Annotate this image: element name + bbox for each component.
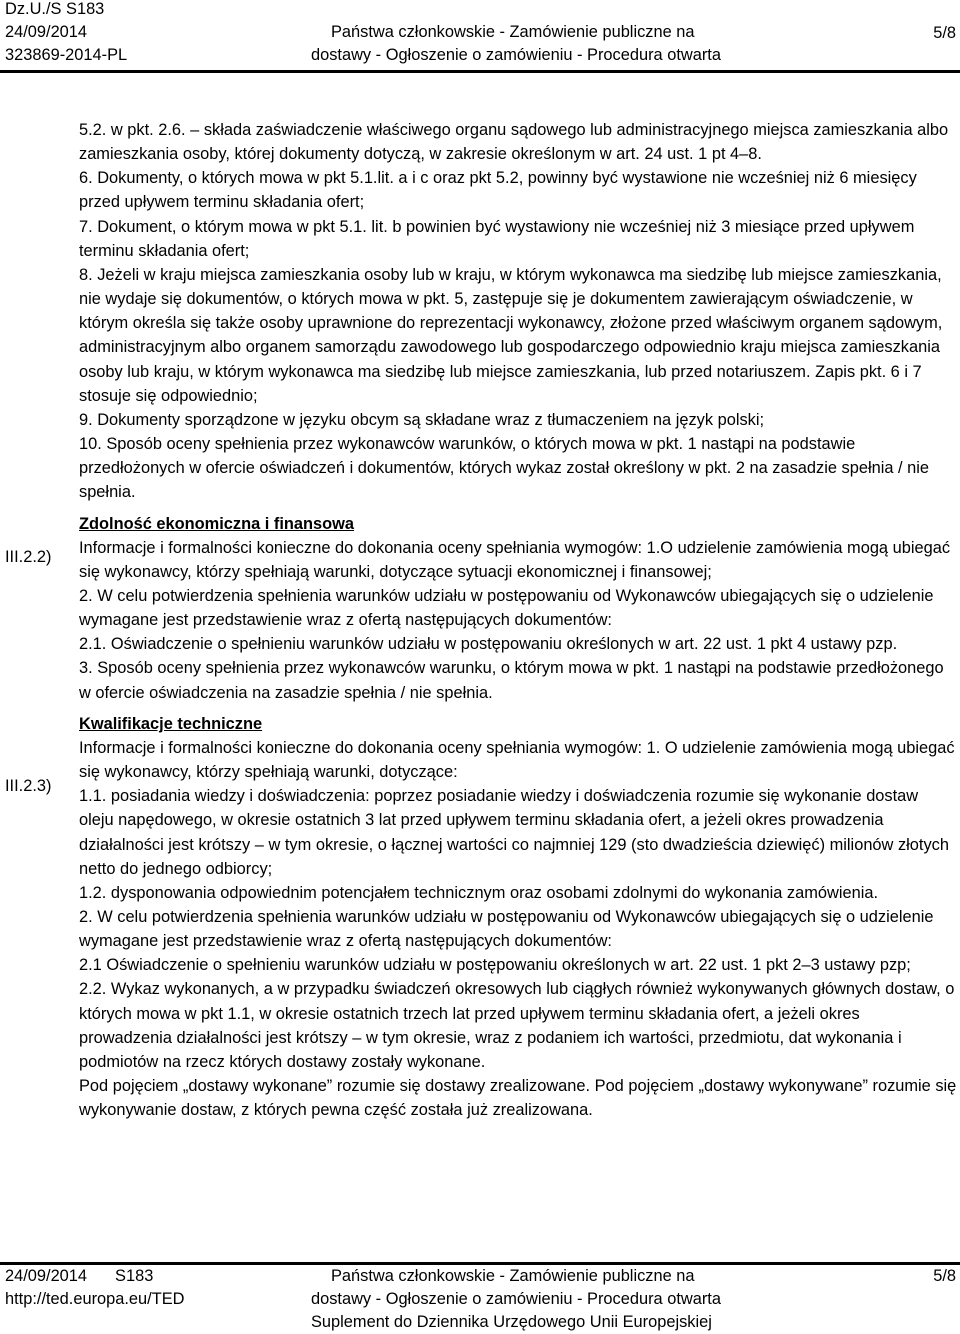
technical-paragraph-1: Informacje i formalności konieczne do dokonania oceny spełniania wymogów: 1. O udzielenie zamówienia mogą ubiegać się wykonawcy, którzy spełniają warunki, dotyczące:	[79, 738, 955, 782]
footer-title-line2: dostawy - Ogłoszenie o zamówieniu - Procedura otwarta	[311, 1290, 721, 1308]
technical-paragraph-5: 2.1 Oświadczenie o spełnieniu warunków udziału w postępowaniu określonych w art. 22 ust. 1 pkt 2–3 ustawy pzp;	[79, 956, 911, 975]
header-title-line1: Państwa członkowskie - Zamówienie publiczne na	[331, 23, 695, 41]
header-page-number: 5/8	[933, 24, 956, 42]
footer-url[interactable]: http://ted.europa.eu/TED	[5, 1290, 185, 1308]
intro-paragraph-5: 9. Dokumenty sporządzone w języku obcym są składane wraz z tłumaczeniem na język polski;	[79, 410, 765, 429]
page-footer	[0, 1262, 960, 1334]
section-label-iii-2-3: III.2.3)	[5, 777, 52, 795]
economic-paragraph-1: Informacje i formalności konieczne do dokonania oceny spełniania wymogów: 1.O udzielenie zamówienia mogą ubiegać się wykonawcy, którzy spełniają warunki, dotyczące sytuacji ekonomicznej i finansowej;	[79, 538, 951, 581]
section-label-iii-2-2: III.2.2)	[5, 548, 52, 566]
footer-left	[5, 1265, 185, 1311]
technical-paragraph-7: Pod pojęciem „dostawy wykonane” rozumie się dostawy zrealizowane. Pod pojęciem „dostawy wykonywane” rozumie się wykonywanie dostaw, z których pewna część została już zrealizowana.	[79, 1077, 957, 1120]
technical-paragraph-3: 1.2. dysponowania odpowiednim potencjałem technicznym oraz osobami zdolnymi do wykonania zamówienia.	[79, 883, 879, 902]
economic-paragraph-2: 2. W celu potwierdzenia spełnienia warunków udziału w postępowaniu od Wykonawców ubiegających się o udzielenie wymagane jest przedstawienie wraz z ofertą następujących dokumentów:	[79, 586, 934, 630]
header-title-line2: dostawy - Ogłoszenie o zamówieniu - Procedura otwarta	[311, 46, 721, 64]
footer-title-line3: Suplement do Dziennika Urzędowego Unii Europejskiej	[311, 1313, 712, 1331]
header-title	[311, 21, 721, 67]
economic-paragraph-4: 3. Sposób oceny spełnienia przez wykonawców warunku, o którym mowa w pkt. 1 nastąpi na podstawie przedłożonego w ofercie oświadczenia na zasadzie spełnia / nie spełnia.	[79, 659, 944, 702]
intro-paragraph-1: 5.2. w pkt. 2.6. – składa zaświadczenie właściwego organu sądowego lub administracyjnego miejsca zamieszkania albo zamieszkania osoby, której dokumenty dotyczą, w zakresie określonym w art. 24 ust. 1 pt 4–8.	[79, 121, 949, 164]
document-body	[79, 118, 957, 1122]
header-divider	[0, 70, 960, 73]
technical-paragraph-6: 2.2. Wykaz wykonanych, a w przypadku świadczeń okresowych lub ciągłych również wykonywanych głównych dostaw, o których mowa w pkt 1.1, w okresie ostatnich trzech lat przed upływem terminu składania ofert, a jeżeli okres prowadzenia działalności jest krótszy – w tym okresie, wraz z podaniem ich wartości, przedmiotu, dat wykonania i podmiotów na rzecz których dostawy zostały wykonane.	[79, 980, 955, 1071]
footer-date: 24/09/2014	[5, 1267, 88, 1285]
section-title-economic: Zdolność ekonomiczna i finansowa	[79, 514, 355, 533]
technical-paragraph-2: 1.1. posiadania wiedzy i doświadczenia: poprzez posiadanie wiedzy i doświadczenia rozumie się wykonanie dostaw oleju napędowego, w okresie ostatnich 3 lat przed upływem terminu składania ofert, a jeżeli okres prowadzenia działalności jest krótszy – w tym okresie, o łącznej wartości co najmniej 129 (sto dwadzieścia dziewięć) milionów złotych netto do jednego odbiorcy;	[79, 787, 949, 878]
footer-page-number: 5/8	[933, 1267, 956, 1285]
section-title-technical: Kwalifikacje techniczne	[79, 714, 263, 733]
economic-paragraph-3: 2.1. Oświadczenie o spełnieniu warunków udziału w postępowaniu określonych w art. 22 ust. 1 pkt 4 ustawy pzp.	[79, 635, 898, 654]
document-id: 323869-2014-PL	[5, 46, 128, 64]
footer-series: S183	[115, 1267, 154, 1285]
intro-paragraph-3: 7. Dokument, o którym mowa w pkt 5.1. lit. b powinien być wystawiony nie wcześniej niż 3 miesiące przed upływem terminu składania ofert;	[79, 217, 915, 260]
header-left	[5, 0, 127, 67]
footer-title-line1: Państwa członkowskie - Zamówienie publiczne na	[331, 1267, 695, 1285]
journal-ref: Dz.U./S S183	[5, 0, 105, 18]
footer-title	[311, 1265, 721, 1334]
intro-paragraph-2: 6. Dokumenty, o których mowa w pkt 5.1.lit. a i c oraz pkt 5.2, powinny być wystawione nie wcześniej niż 6 miesięcy przed upływem terminu składania ofert;	[79, 169, 917, 212]
technical-paragraph-4: 2. W celu potwierdzenia spełnienia warunków udziału w postępowaniu od Wykonawców ubiegających się o udzielenie wymagane jest przedstawienie wraz z ofertą następujących dokumentów:	[79, 908, 934, 951]
intro-paragraph-6: 10. Sposób oceny spełnienia przez wykonawców warunków, o których mowa w pkt. 1 nastąpi na podstawie przedłożonych w ofercie oświadczeń i dokumentów, których wykaz został określony w pkt. 2 na zasadzie spełnia / nie spełnia.	[79, 435, 929, 502]
page-header	[0, 0, 960, 75]
intro-paragraph-4: 8. Jeżeli w kraju miejsca zamieszkania osoby lub w kraju, w którym wykonawca ma siedzibę lub miejsce zamieszkania, nie wydaje się dokumentów, o których mowa w pkt. 5, zastępuje się je dokumentem zawierającym oświadczenie, w którym określa się także osoby uprawnione do reprezentacji wykonawcy, złożone przed właściwym organem sądowym, administracyjnym albo organem samorządu zawodowego lub gospodarczego odpowiednio kraju miejsca zamieszkania osoby lub kraju, w którym wykonawca ma siedzibę lub miejsce zamieszkania, lub przed notariuszem. Zapis pkt. 6 i 7 stosuje się odpowiednio;	[79, 265, 943, 405]
header-date: 24/09/2014	[5, 23, 88, 41]
